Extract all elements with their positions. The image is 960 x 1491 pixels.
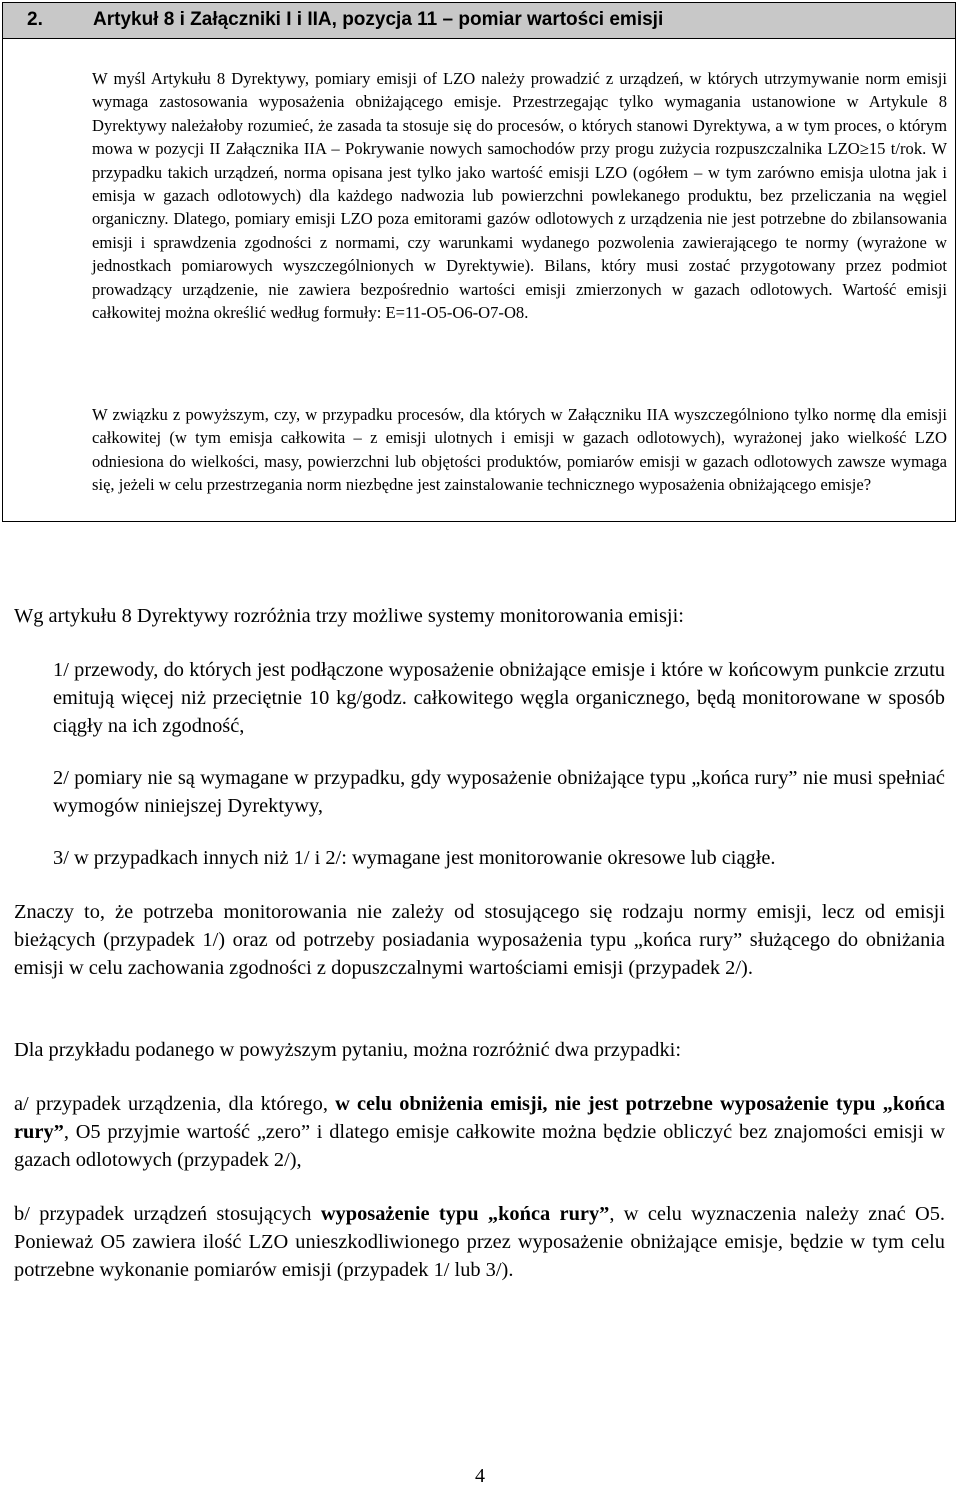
- question-paragraph-2: W związku z powyższym, czy, w przypadku procesów, dla których w Załączniku IIA wyszczególniono tylko normę dla emisji całkowitej (w tym emisja całkowita – z emisji ulotnych i emisji w gazach odlotowych), wyrażonej jako wielkość LZO odniesiona do wielkości, masy, powierzchni lub objętości produktów, pomiarów emisji w gazach odlotowych zawsze wymaga się, jeżeli w celu przestrzegania norm niezbędne jest zainstalowanie technicznego wyposażenia obniżającego emisje?: [92, 405, 947, 495]
- page-number: 4: [475, 1465, 485, 1487]
- case-a-end: , O5 przyjmie wartość „zero” i dlatego emisje całkowite można będzie obliczyć bez znajomości emisji w gazach odlotowych (przypadek 2/),: [14, 1121, 945, 1171]
- list-item-2: 2/ pomiary nie są wymagane w przypadku, gdy wyposażenie obniżające typu „końca rury” nie musi spełniać wymogów niniejszej Dyrektywy,: [53, 767, 945, 817]
- question-header: [3, 3, 955, 39]
- case-a-paragraph: [14, 1090, 945, 1174]
- list-item-1: 1/ przewody, do których jest podłączone wyposażenie obniżające emisje i które w końcowym punkcie zrzutu emitują więcej niż przeciętnie 10 kg/godz. całkowitego węgla organicznego, będą monitorowane w sposób ciągły na ich zgodność,: [53, 659, 945, 737]
- case-b-end: , w celu wyznaczenia należy znać O5. Ponieważ O5 zawiera ilość LZO unieszkodliwionego przez wyposażenie obniżające emisje, będzie w tym celu potrzebne wykonanie pomiarów emisji (przypadek 1/ lub 3/).: [14, 1203, 945, 1281]
- conclusion-paragraph: Znaczy to, że potrzeba monitorowania nie zależy od stosującego się rodzaju normy emisji, lecz od emisji bieżących (przypadek 1/) oraz od potrzeby posiadania wyposażenia typu „końca rury” służącego do obniżania emisji w celu zachowania zgodności z dopuszczalnymi wartościami emisji (przypadek 2/).: [14, 901, 945, 979]
- case-b-bold: wyposażenie typu „końca rury”: [320, 1203, 610, 1225]
- case-b-start: b/ przypadek urządzeń stosujących: [14, 1203, 321, 1225]
- case-a-start: a/ przypadek urządzenia, dla którego,: [14, 1093, 336, 1115]
- answer-intro: Wg artykułu 8 Dyrektywy rozróżnia trzy możliwe systemy monitorowania emisji:: [14, 605, 684, 627]
- case-a-bold: w celu obniżenia emisji, nie jest potrzebne wyposażenie typu „końca rury”: [14, 1093, 945, 1143]
- case-b-paragraph: [14, 1200, 945, 1284]
- question-number: 2.: [27, 9, 43, 30]
- question-title: Artykuł 8 i Załączniki I i IIA, pozycja 11 – pomiar wartości emisji: [93, 9, 664, 30]
- list-item-3: 3/ w przypadkach innych niż 1/ i 2/: wymagane jest monitorowanie okresowe lub ciągłe.: [53, 847, 776, 869]
- question-paragraph-1: W myśl Artykułu 8 Dyrektywy, pomiary emisji of LZO należy prowadzić z urządzeń, w których utrzymywanie norm emisji wymaga zastosowania wyposażenia obniżającego emisje. Przestrzegając tylko wymagania ustanowione w Artykule 8 Dyrektywy należałoby rozumieć, że zasada ta stosuje się do procesów, o których stanowi Dyrektywa, a w tym proces, o którym mowa w pozycji II Załącznika IIA – Pokrywanie nowych samochodów przy progu zużycia rozpuszczalnika LZO≥15 t/rok. W przypadku takich urządzeń, norma opisana jest tylko jako wartość emisji LZO (ogółem – w tym zarówno emisja ulotna jak i emisja w gazach odlotowych) dla każdego nadwozia lub powierzchni powlekanego produktu, bez przeliczania na węgiel organiczny. Dlatego, pomiary emisji LZO poza emitorami gazów odlotowych z urządzenia nie jest potrzebne do zbilansowania emisji i sprawdzenia zgodności z normami, czy warunkami wydanego pozwolenia zawierającego te normy (wyrażone w jednostkach pomiarowych wyszczególnionych w Dyrektywie). Bilans, który musi zostać przygotowany przez podmiot prowadzący urządzenie, nie zawiera bezpośrednio wartości emisji zmierzonych w gazach odlotowych. Wartość emisji całkowitej można określić według formuły: E=11-O5-O6-O7-O8.: [92, 69, 947, 323]
- question-box: [2, 2, 956, 522]
- example-intro: Dla przykładu podanego w powyższym pytaniu, można rozróżnić dwa przypadki:: [14, 1039, 682, 1061]
